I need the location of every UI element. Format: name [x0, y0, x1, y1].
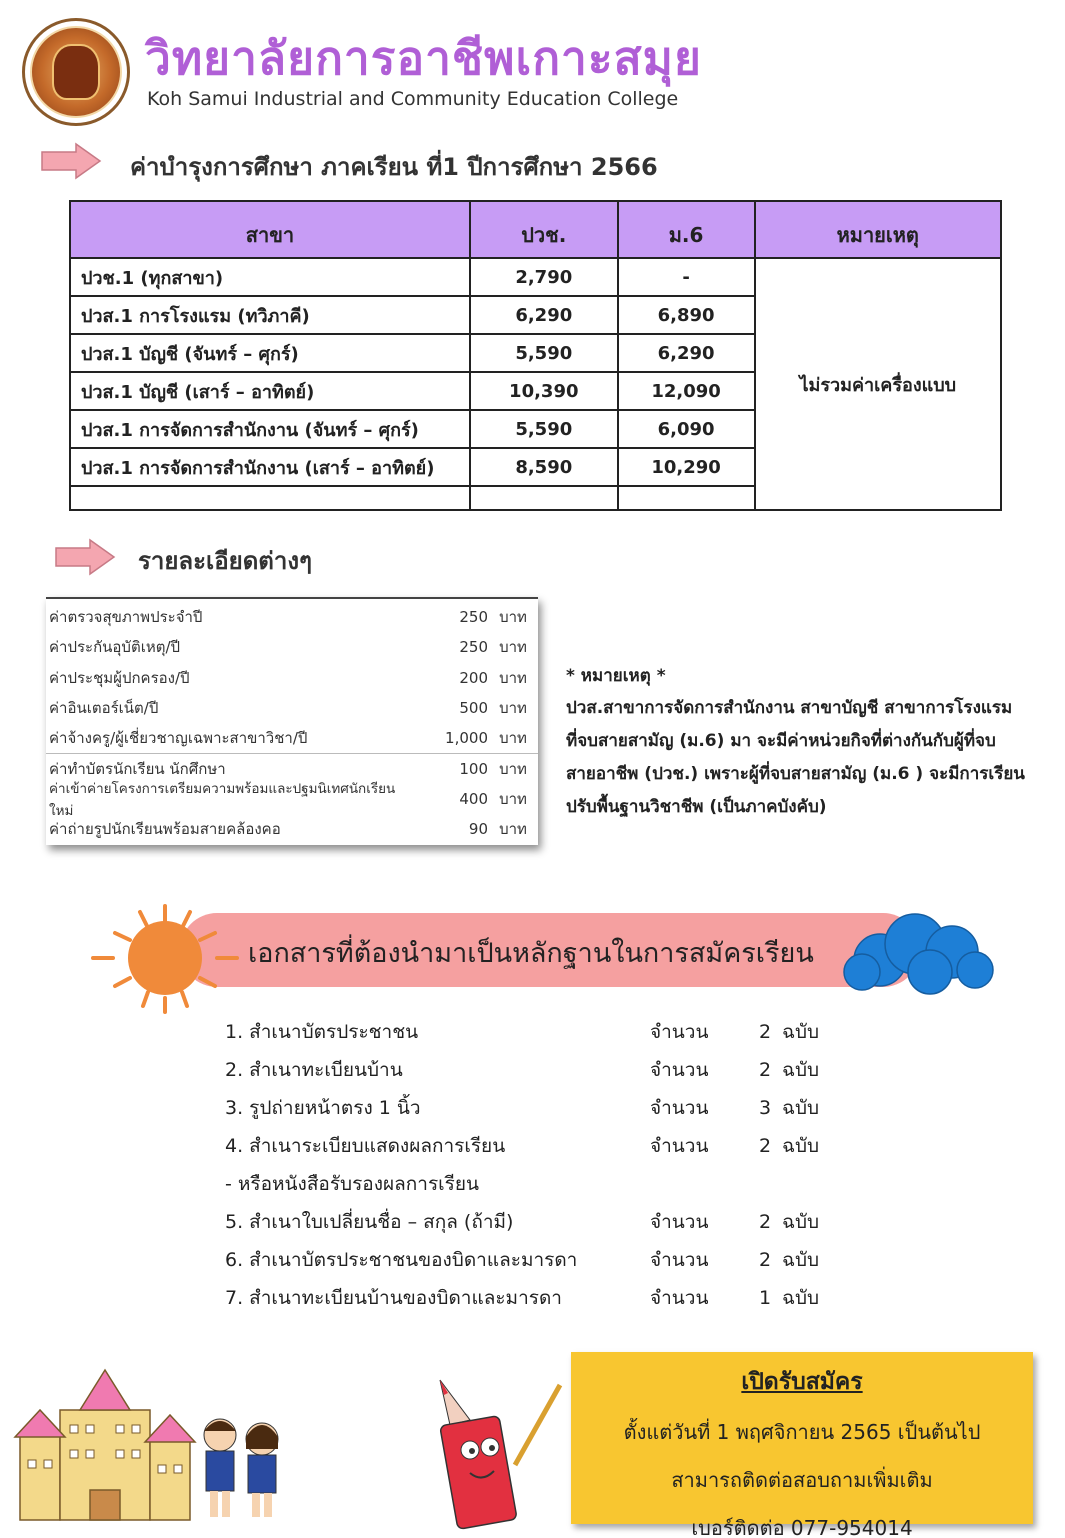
detail-amount: 250	[459, 608, 488, 627]
empty-cell	[70, 486, 470, 510]
detail-amount: 400	[459, 789, 488, 808]
m6-fee-cell: 10,290	[618, 448, 755, 486]
vocational-fee-cell: 2,790	[470, 258, 618, 296]
logo-emblem	[30, 26, 122, 118]
note-title: * หมายเหตุ *	[566, 666, 666, 686]
m6-fee-cell: 6,290	[618, 334, 755, 372]
detail-amount: 90	[468, 820, 488, 839]
list-item	[225, 1279, 845, 1317]
doc-qty: 3	[758, 1097, 772, 1119]
pink-arrow-icon	[54, 538, 116, 576]
doc-unit: ฉบับ	[782, 1021, 820, 1043]
remark-cell: ไม่รวมค่าเครื่องแบบ	[755, 258, 1002, 510]
column-header-remark: หมายเหตุ	[755, 201, 1002, 258]
detail-unit: บาท	[499, 729, 527, 748]
m6-fee-cell: 12,090	[618, 372, 755, 410]
program-cell: ปวช.1 (ทุกสาขา)	[70, 258, 470, 296]
doc-unit: ฉบับ	[782, 1287, 820, 1309]
doc-label: 4. สำเนาระเบียบแสดงผลการเรียน	[225, 1135, 506, 1157]
doc-count-word: จำนวน	[650, 1097, 709, 1119]
doc-qty: 2	[758, 1059, 772, 1081]
students-icon	[190, 1405, 290, 1525]
college-name-thai: วิทยาลัยการอาชีพเกาะสมุย	[145, 31, 702, 85]
detail-unit: บาท	[499, 638, 527, 657]
open-application-title: เปิดรับสมัคร	[741, 1369, 863, 1395]
vocational-fee-cell: 5,590	[470, 410, 618, 448]
list-item	[46, 780, 538, 819]
open-application-contact: สามารถติดต่อสอบถามเพิ่มเติม	[671, 1468, 933, 1492]
detail-label: ค่าทำบัตรนักเรียน นักศึกษา	[49, 760, 226, 779]
doc-count-word: จำนวน	[650, 1287, 709, 1309]
college-name-english: Koh Samui Industrial and Community Education College	[147, 88, 679, 110]
detail-amount: 250	[459, 638, 488, 657]
program-cell: ปวส.1 บัญชี (เสาร์ – อาทิตย์)	[70, 372, 470, 410]
vocational-fee-cell: 6,290	[470, 296, 618, 334]
details-box	[46, 597, 538, 845]
m6-fee-cell: 6,890	[618, 296, 755, 334]
doc-label: 1. สำเนาบัตรประชาชน	[225, 1021, 419, 1043]
detail-label: ค่าถ่ายรูปนักเรียนพร้อมสายคล้องคอ	[49, 820, 281, 839]
detail-label: ค่าเข้าค่ายโครงการเตรียมความพร้อมและปฐมนิเทศนักเรียนใหม่	[49, 780, 396, 819]
detail-unit: บาท	[499, 820, 527, 839]
vocational-fee-cell: 8,590	[470, 448, 618, 486]
column-header-vocational: ปวช.	[470, 201, 618, 258]
doc-label: 7. สำเนาทะเบียนบ้านของบิดาและมารดา	[225, 1287, 562, 1309]
details-section-title: รายละเอียดต่างๆ	[138, 547, 312, 575]
doc-qty: 2	[758, 1135, 772, 1157]
list-item	[225, 1089, 845, 1127]
doc-label: - หรือหนังสือรับรองผลการเรียน	[225, 1173, 479, 1195]
detail-unit: บาท	[499, 608, 527, 627]
pencil-mascot-icon	[420, 1375, 570, 1535]
detail-label: ค่าประกันอุบัติเหตุ/ปี	[49, 638, 181, 657]
logo-core-icon	[52, 44, 100, 100]
pink-arrow-icon	[40, 142, 102, 180]
empty-cell	[618, 486, 755, 510]
doc-unit: ฉบับ	[782, 1097, 820, 1119]
fee-table	[69, 200, 1002, 511]
doc-label: 3. รูปถ่ายหน้าตรง 1 นิ้ว	[225, 1097, 421, 1119]
vocational-fee-cell: 10,390	[470, 372, 618, 410]
doc-label: 2. สำเนาทะเบียนบ้าน	[225, 1059, 403, 1081]
list-item	[46, 663, 538, 693]
doc-count-word: จำนวน	[650, 1211, 709, 1233]
list-item	[46, 693, 538, 723]
sun-icon	[85, 898, 250, 1018]
detail-amount: 500	[459, 699, 488, 718]
list-item	[225, 1051, 845, 1089]
program-cell: ปวส.1 บัญชี (จันทร์ – ศุกร์)	[70, 334, 470, 372]
program-cell: ปวส.1 การโรงแรม (ทวิภาคี)	[70, 296, 470, 334]
list-item	[46, 814, 538, 844]
doc-qty: 1	[758, 1287, 772, 1309]
doc-qty: 2	[758, 1021, 772, 1043]
list-item	[46, 723, 538, 753]
detail-unit: บาท	[499, 789, 527, 808]
m6-fee-cell: -	[618, 258, 755, 296]
note-line: สายอาชีพ (ปวช.) เพราะผู้ที่จบสายสามัญ (ม.6 ) จะมีการเรียน	[566, 764, 1025, 784]
open-application-box	[571, 1352, 1033, 1538]
fee-table-header-row	[70, 201, 1001, 258]
doc-count-word: จำนวน	[650, 1059, 709, 1081]
documents-section-title: เอกสารที่ต้องนำมาเป็นหลักฐานในการสมัครเรียน	[248, 938, 814, 969]
doc-count-word: จำนวน	[650, 1135, 709, 1157]
cloud-icon	[840, 912, 995, 997]
detail-label: ค่าจ้างครู/ผู้เชี่ยวชาญเฉพาะสาขาวิชา/ปี	[49, 729, 308, 748]
detail-label: ค่าตรวจสุขภาพประจำปี	[49, 608, 203, 627]
detail-amount: 1,000	[445, 729, 488, 748]
list-item	[225, 1203, 845, 1241]
vocational-fee-cell: 5,590	[470, 334, 618, 372]
program-cell: ปวส.1 การจัดการสำนักงาน (จันทร์ – ศุกร์)	[70, 410, 470, 448]
detail-label: ค่าอินเตอร์เน็ต/ปี	[49, 699, 159, 718]
doc-count-word: จำนวน	[650, 1249, 709, 1271]
list-item	[225, 1013, 845, 1051]
column-header-m6: ม.6	[618, 201, 755, 258]
detail-unit: บาท	[499, 699, 527, 718]
table-row	[70, 258, 1001, 296]
program-cell: ปวส.1 การจัดการสำนักงาน (เสาร์ – อาทิตย์)	[70, 448, 470, 486]
detail-unit: บาท	[499, 760, 527, 779]
open-application-date: ตั้งแต่วันที่ 1 พฤศจิกายน 2565 เป็นต้นไป	[623, 1420, 981, 1444]
detail-label: ค่าประชุมผู้ปกครอง/ปี	[49, 668, 190, 687]
list-item	[225, 1241, 845, 1279]
fee-section-title: ค่าบำรุงการศึกษา ภาคเรียน ที่1 ปีการศึกษา 2566	[130, 153, 658, 181]
school-castle-icon	[10, 1365, 200, 1525]
open-application-phone: เบอร์ติดต่อ 077-954014	[691, 1516, 913, 1538]
list-item	[46, 632, 538, 662]
detail-amount: 100	[459, 760, 488, 779]
doc-label: 6. สำเนาบัตรประชาชนของบิดาและมารดา	[225, 1249, 578, 1271]
list-item	[46, 602, 538, 632]
doc-qty: 2	[758, 1211, 772, 1233]
column-header-program: สาขา	[70, 201, 470, 258]
doc-qty: 2	[758, 1249, 772, 1271]
doc-count-word: จำนวน	[650, 1021, 709, 1043]
detail-unit: บาท	[499, 668, 527, 687]
note-line: ที่จบสายสามัญ (ม.6) มา จะมีค่าหน่วยกิจที่ต่างกันกับผู้ที่จบ	[566, 731, 996, 751]
college-logo	[22, 18, 130, 126]
doc-unit: ฉบับ	[782, 1135, 820, 1157]
note-body	[566, 692, 1046, 824]
list-item	[225, 1127, 845, 1165]
note-line: ปรับพื้นฐานวิชาชีพ (เป็นภาคบังคับ)	[566, 797, 827, 817]
detail-amount: 200	[459, 668, 488, 687]
doc-unit: ฉบับ	[782, 1059, 820, 1081]
note-line: ปวส.สาขาการจัดการสำนักงาน สาขาบัญชี สาขาการโรงแรม	[566, 698, 1013, 718]
m6-fee-cell: 6,090	[618, 410, 755, 448]
doc-label: 5. สำเนาใบเปลี่ยนชื่อ – สกุล (ถ้ามี)	[225, 1211, 514, 1233]
list-item	[225, 1165, 845, 1203]
documents-list	[225, 1013, 845, 1317]
doc-unit: ฉบับ	[782, 1249, 820, 1271]
empty-cell	[470, 486, 618, 510]
doc-unit: ฉบับ	[782, 1211, 820, 1233]
